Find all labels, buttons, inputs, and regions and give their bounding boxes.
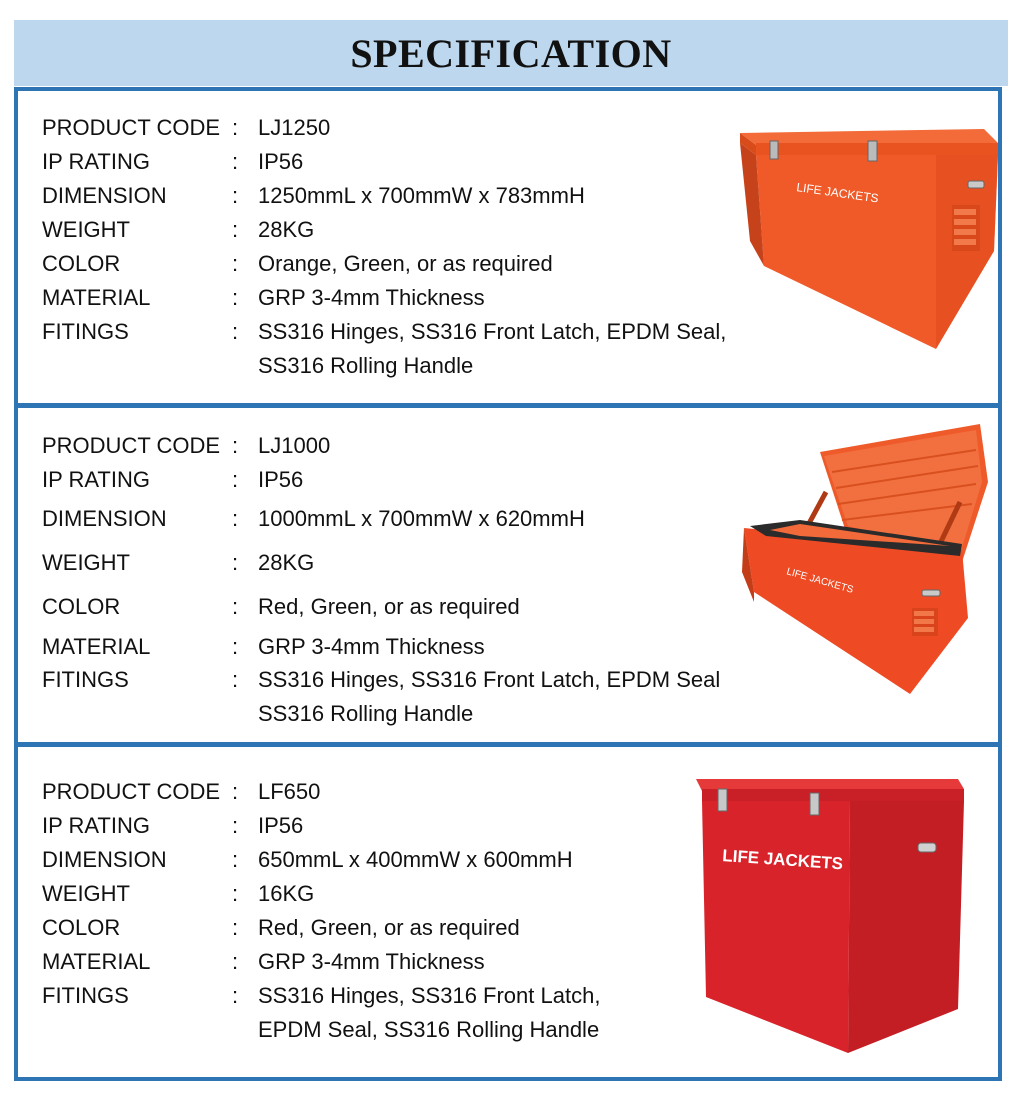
spec-label: PRODUCT CODE (42, 433, 221, 458)
spec-row-weight (42, 215, 314, 245)
product-image-lj1000 (740, 422, 990, 694)
spec-value: 1000mmL x 700mmW x 620mmH (258, 506, 585, 531)
hinge-icon (718, 789, 727, 811)
spec-label: FITINGS (42, 319, 129, 344)
spec-colon: : (232, 467, 239, 492)
spec-row-material (42, 632, 485, 662)
spec-row-color (42, 592, 520, 622)
spec-value: GRP 3-4mm Thickness (258, 949, 485, 974)
spec-value: IP56 (258, 467, 304, 492)
product-panel-lf650 (14, 743, 1002, 1081)
spec-colon: : (232, 433, 239, 458)
spec-label: PRODUCT CODE (42, 779, 221, 804)
spec-colon: : (232, 115, 239, 140)
spec-label: WEIGHT (42, 881, 130, 906)
spec-value: Orange, Green, or as required (258, 251, 553, 276)
spec-colon: : (232, 183, 239, 208)
hinge-icon (770, 141, 778, 159)
product-image-lj1250 (736, 121, 998, 351)
spec-label: DIMENSION (42, 506, 167, 531)
spec-fittings-continuation: EPDM Seal, SS316 Rolling Handle (258, 1017, 600, 1042)
spec-value: 16KG (258, 881, 315, 906)
product-panel-lj1250 (14, 87, 1002, 407)
spec-label: PRODUCT CODE (42, 115, 221, 140)
spec-value: GRP 3-4mm Thickness (258, 285, 485, 310)
spec-row-weight (42, 879, 314, 909)
spec-colon: : (232, 634, 239, 659)
spec-value: SS316 Hinges, SS316 Front Latch, EPDM Seal (258, 667, 721, 692)
spec-row-fittings (42, 665, 720, 695)
spec-colon: : (232, 506, 239, 531)
spec-row-product-code (42, 113, 330, 143)
spec-row-product-code (42, 777, 320, 807)
spec-label: MATERIAL (42, 634, 151, 659)
spec-value: SS316 Hinges, SS316 Front Latch, EPDM Seal, (258, 319, 727, 344)
vent-icon (952, 205, 980, 251)
spec-colon: : (232, 813, 239, 838)
spec-label: IP RATING (42, 467, 150, 492)
spec-label: MATERIAL (42, 949, 151, 974)
spec-label: WEIGHT (42, 217, 130, 242)
spec-row-color (42, 913, 520, 943)
spec-row-dimension (42, 504, 585, 534)
spec-value: 28KG (258, 550, 315, 575)
spec-colon: : (232, 251, 239, 276)
spec-value: 650mmL x 400mmW x 600mmH (258, 847, 573, 872)
spec-colon: : (232, 949, 239, 974)
spec-value: SS316 Hinges, SS316 Front Latch, (258, 983, 601, 1008)
spec-row-product-code (42, 431, 330, 461)
product-image-lf650 (690, 773, 968, 1055)
spec-row-material (42, 283, 485, 313)
spec-value: Red, Green, or as required (258, 915, 520, 940)
product-panel-lj1000 (14, 404, 1002, 746)
page-title: SPECIFICATION (350, 30, 672, 76)
spec-label: COLOR (42, 251, 121, 276)
spec-value: LJ1250 (258, 115, 331, 140)
spec-colon: : (232, 915, 239, 940)
spec-colon: : (232, 983, 239, 1008)
spec-row-ip-rating (42, 147, 303, 177)
spec-value: 1250mmL x 700mmW x 783mmH (258, 183, 585, 208)
spec-colon: : (232, 149, 239, 174)
spec-value: 28KG (258, 217, 315, 242)
spec-colon: : (232, 594, 239, 619)
spec-label: DIMENSION (42, 847, 167, 872)
spec-fittings-continuation: SS316 Rolling Handle (258, 701, 474, 726)
box-label-text: LIFE JACKETS (785, 566, 855, 596)
spec-colon: : (232, 285, 239, 310)
spec-colon: : (232, 779, 239, 804)
spec-colon: : (232, 319, 239, 344)
hinge-icon (810, 793, 819, 815)
spec-colon: : (232, 881, 239, 906)
handle-icon (968, 181, 984, 188)
spec-fittings-continuation: SS316 Rolling Handle (258, 353, 474, 378)
spec-label: COLOR (42, 915, 121, 940)
box-label-text: LIFE JACKETS (795, 180, 880, 206)
spec-value: IP56 (258, 813, 304, 838)
spec-label: WEIGHT (42, 550, 130, 575)
vent-icon (912, 608, 938, 636)
handle-icon (918, 843, 936, 852)
spec-row-dimension (42, 845, 573, 875)
spec-colon: : (232, 847, 239, 872)
spec-label: COLOR (42, 594, 121, 619)
spec-value: LJ1000 (258, 433, 331, 458)
spec-colon: : (232, 217, 239, 242)
hinge-icon (868, 141, 877, 161)
spec-row-ip-rating (42, 811, 303, 841)
spec-value: LF650 (258, 779, 321, 804)
spec-label: DIMENSION (42, 183, 167, 208)
spec-value: IP56 (258, 149, 304, 174)
spec-row-material (42, 947, 485, 977)
handle-icon (922, 590, 940, 596)
spec-value: GRP 3-4mm Thickness (258, 634, 485, 659)
spec-label: IP RATING (42, 813, 150, 838)
spec-colon: : (232, 667, 239, 692)
spec-label: IP RATING (42, 149, 150, 174)
spec-label: MATERIAL (42, 285, 151, 310)
spec-row-color (42, 249, 553, 279)
spec-row-fittings (42, 981, 600, 1011)
spec-row-fittings (42, 317, 726, 347)
spec-row-weight (42, 548, 314, 578)
box-label-text: LIFE JACKETS (721, 846, 844, 874)
spec-row-ip-rating (42, 465, 303, 495)
title-bar (14, 20, 1008, 86)
spec-label: FITINGS (42, 983, 129, 1008)
spec-colon: : (232, 550, 239, 575)
spec-value: Red, Green, or as required (258, 594, 520, 619)
spec-label: FITINGS (42, 667, 129, 692)
spec-row-dimension (42, 181, 585, 211)
